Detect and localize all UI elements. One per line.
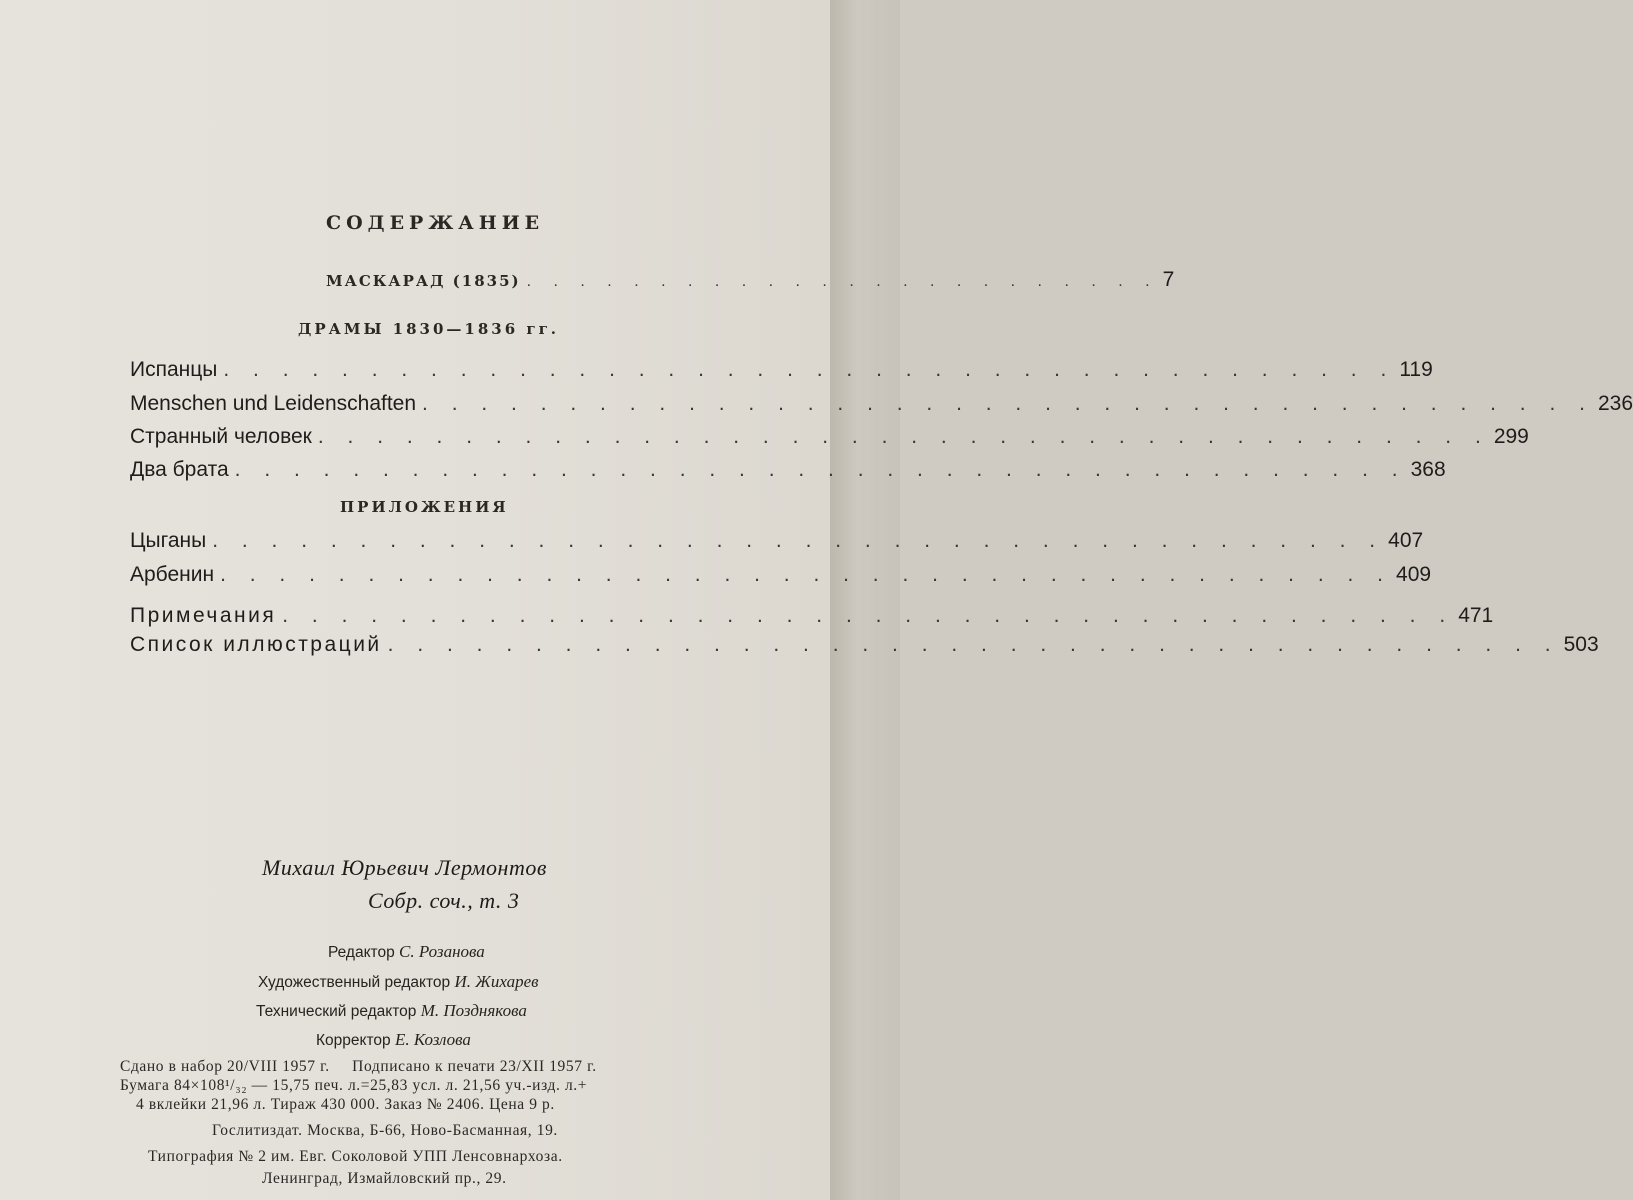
- credit-name: С. Розанова: [399, 942, 485, 961]
- credit-art-editor: [258, 972, 539, 992]
- dot-leader: . . . . . . . . . . . . . . . . . . . . . . . . . . . . . . . . . . . . . . . .: [387, 633, 1560, 656]
- dot-leader: . . . . . . . . . . . . . . . . . . . . . . . . . . . . . . . . . . . . . . . .: [223, 358, 1396, 381]
- volume-title: Собр. соч., т. 3: [368, 888, 520, 913]
- dramas-heading: ДРАМЫ 1830—1836 гг.: [298, 320, 560, 338]
- toc-entry-label: Арбенин: [130, 563, 215, 586]
- toc-entry-label: МАСКАРАД (1835): [326, 272, 521, 290]
- toc-entry-masquerade: [326, 268, 1175, 292]
- printer-address: Ленинград, Измайловский пр., 29.: [262, 1170, 507, 1187]
- page-edge: [830, 0, 900, 1200]
- toc-entry-page: 503: [1563, 633, 1599, 656]
- credit-tech-editor: [256, 1001, 527, 1021]
- toc-entry-label: Цыганы: [130, 529, 207, 552]
- dot-leader: . . . . . . . . . . . . . . . . . . . . . . . . . . . . . . . . . . . . . . . .: [212, 529, 1385, 552]
- author-name: Михаил Юрьевич Лермонтов: [262, 855, 547, 880]
- credit-role: Редактор: [328, 944, 395, 961]
- toc-entry-page: 407: [1388, 529, 1424, 552]
- dot-leader: . . . . . . . . . . . . . . . . . . . . . . . . . . . . . . . . . . . . . . . .: [234, 458, 1407, 481]
- toc-entry-label: Странный человек: [130, 425, 312, 448]
- dot-leader: . . . . . . . . . . . . . . . . . . . . . . . . . . . . . . . . . . . . . . . .: [220, 563, 1393, 586]
- publisher-address: Гослитиздат. Москва, Б-66, Ново-Басманная, 19.: [212, 1122, 558, 1139]
- toc-entry: [130, 358, 1433, 382]
- dot-leader: . . . . . . . . . . . . . . . . . . . . . . . . . . . . . . . . . . . . . . . .: [317, 425, 1490, 448]
- toc-entry-page: 236: [1597, 392, 1633, 415]
- dot-leader: . . . . . . . . . . . . . . . . . . . . . . . . . . . . . . . . . . . . . . . .: [282, 604, 1455, 627]
- contents-heading: СОДЕРЖАНИЕ: [326, 212, 545, 234]
- credit-proofreader: [316, 1030, 471, 1050]
- toc-entry: [130, 392, 1633, 416]
- toc-entry: [130, 563, 1432, 587]
- toc-entry-label: Испанцы: [130, 358, 218, 381]
- imprint-line: 4 вклейки 21,96 л. Тираж 430 000. Заказ № 2406. Цена 9 р.: [136, 1096, 555, 1113]
- toc-entry-page: 368: [1410, 458, 1446, 481]
- appendix-heading: ПРИЛОЖЕНИЯ: [340, 498, 509, 516]
- credit-role: Художественный редактор: [258, 974, 451, 991]
- credit-name: Е. Козлова: [394, 1030, 471, 1049]
- toc-entry-label: Два брата: [130, 458, 229, 481]
- printer-line: Типография № 2 им. Евг. Соколовой УПП Ленсовнархоза.: [148, 1148, 563, 1165]
- imprint-line: Бумага 84×108¹/₃₂ — 15,75 печ. л.=25,83 усл. л. 21,56 уч.-изд. л.+: [120, 1077, 588, 1094]
- toc-entry-page: 119: [1399, 358, 1433, 381]
- toc-entry: [130, 458, 1446, 482]
- imprint-line: Сдано в набор 20/VIII 1957 г. Подписано к печати 23/XII 1957 г.: [120, 1058, 597, 1075]
- credit-role: Корректор: [316, 1032, 391, 1049]
- toc-entry-page: 299: [1493, 425, 1529, 448]
- toc-entry-label: Menschen und Leidenschaften: [130, 392, 417, 415]
- dot-leader: . . . . . . . . . . . . . . . . . . . . . . . .: [526, 273, 1159, 290]
- toc-entry-notes: [130, 604, 1494, 628]
- toc-entry-page: 471: [1458, 604, 1494, 627]
- credit-editor: [328, 942, 485, 962]
- toc-entry: [130, 529, 1424, 553]
- credit-name: М. Позднякова: [420, 1001, 527, 1020]
- dot-leader: . . . . . . . . . . . . . . . . . . . . . . . . . . . . . . . . . . . . . . . .: [422, 392, 1594, 415]
- toc-entry-illustrations: [130, 633, 1599, 657]
- toc-entry-page: 409: [1396, 563, 1432, 586]
- toc-entry: [130, 425, 1529, 449]
- toc-entry-label: Примечания: [130, 604, 277, 627]
- credit-role: Технический редактор: [256, 1003, 417, 1020]
- credit-name: И. Жихарев: [454, 972, 539, 991]
- toc-entry-page: 7: [1162, 268, 1175, 291]
- toc-entry-label: Список иллюстраций: [130, 633, 382, 656]
